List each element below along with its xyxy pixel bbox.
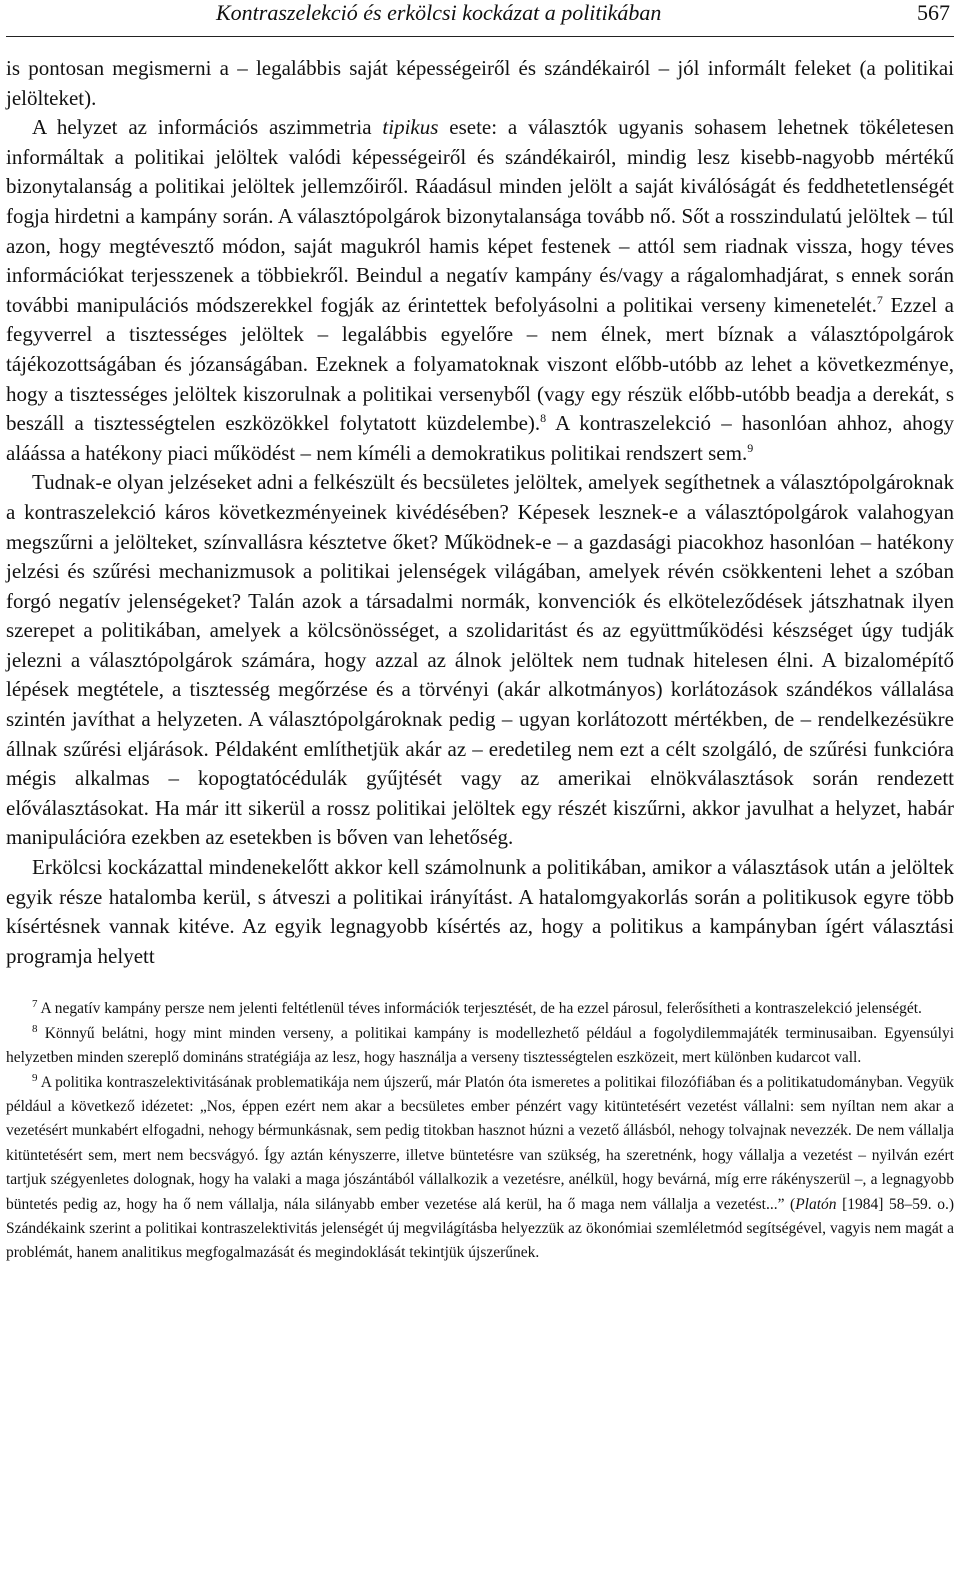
footnote-8 <box>6 1022 954 1071</box>
emphasis-platon: Platón <box>795 1195 837 1213</box>
page-number: 567 <box>917 0 950 25</box>
paragraph-1 <box>6 54 954 113</box>
footnote-ref-9[interactable]: 9 <box>747 440 754 455</box>
paragraph-3-text: Tudnak-e olyan jelzéseket adni a felkészült és becsületes jelöltek, amelyek segíthetnek a választópolgároknak a kontraszelekció káros következményeinek kivédésében? Képesek lesznek-e a választópolgárok valahogyan megszűrni a jelölteket, színvallásra késztetve őket? Működnek-e – a gazdasági piacokhoz hasonlóan – hatékony jelzési és szűrési mechanizmusok a politikai jelenségek világában, amelyek révén csökkenteni lehet a szóban forgó negatív jelenségeket? Talán azok a társadalmi normák, konvenciók és elköteleződések játszhatnak ilyen szerepet a politikában, amelyek a kölcsönösséget, a szolidaritást és az együttműködési készséget úgy tudják jelezni a választópolgárok számára, hogy azzal az álnok jelöltek nem tudnak hitelesen élni. A bizalomépítő lépések megtétele, a tisztesség megőrzése és a törvényi (akár alkotmányos) korlátozások szándékos vállalása szintén javíthat a helyzeten. A választópolgároknak pedig – ugyan korlátozott mértékben, de – rendelkezésükre állnak szűrési eljárások. Példaként említhetjük akár az – eredetileg nem ezt a célt szolgáló, de szűrési funkcióra mégis alkalmas – kopogtatócédulák gyűjtését vagy az amerikai elnökválasztások során rendezett előválasztásokat. Ha már itt sikerül a rossz politikai jelöltek egy részét kiszűrni, akkor javulhat a helyzet, habár manipulációra ezekben az esetekben is bőven van lehetőség. <box>6 470 954 850</box>
footnote-7 <box>6 997 954 1021</box>
footnote-7-number: 7 <box>32 998 38 1011</box>
running-title: Kontraszelekció és erkölcsi kockázat a politikában <box>216 0 662 25</box>
footnote-8-number: 8 <box>32 1022 38 1035</box>
paragraph-2-text-c: Ezzel a fegyverrel a tisztességes jelöltek – legalábbis egyelőre – nem élnek, mert bíznak a választópolgárok tájékozottságában és józanságában. Ezeknek a folyamatoknak viszont előbb-utóbb az lehet a következménye, hogy a tisztességes jelöltek kiszorulnak a politikai versenyből (vagy egy részük előbb-utóbb beadja a derekát, s beszáll a tisztességtelen eszközökkel folytatott küzdelembe). <box>6 292 954 436</box>
footnote-9-number: 9 <box>32 1071 38 1084</box>
paragraph-3 <box>6 468 954 853</box>
main-text <box>6 54 954 971</box>
paragraph-2 <box>6 113 954 468</box>
footnote-ref-7[interactable]: 7 <box>876 292 883 307</box>
paragraph-1-text: is pontosan megismerni a – legalábbis saját képességeiről és szándékairól – jól informált feleket (a politikai jelölteket). <box>6 56 954 110</box>
footnotes <box>6 997 954 1265</box>
paragraph-2-text-a: A helyzet az információs aszimmetria <box>32 115 383 140</box>
paragraph-4 <box>6 853 954 971</box>
footnote-9 <box>6 1071 954 1266</box>
paragraph-2-text-d: A kontraszelekció – hasonlóan ahhoz, ahogy aláássa a hatékony piaci működést – nem kíméli a demokratikus politikai rendszert sem. <box>6 411 955 465</box>
footnote-ref-8[interactable]: 8 <box>540 411 547 426</box>
paragraph-4-text: Erkölcsi kockázattal mindenekelőtt akkor kell számolnunk a politikában, amikor a választások után a jelöltek egyik része hatalomba kerül, s átveszi a politikai irányítást. A hatalomgyakorlás során a politikusok egyre több kísértésnek vannak kitéve. Az egyik legnagyobb kísértés az, hogy a politikus a kampányban ígért választási programja helyett <box>6 855 954 968</box>
footnote-9-text-a: A politika kontraszelektivitásának problematikája nem újszerű, már Platón óta ismeretes a politikai filozófiában és a politikatudományban. Vegyük például a következő idézetet: „Nos, éppen ezért nem akar a becsületes ember pénzért vagy kitüntetésért vezetést vállalni: sem nyíltan nem akar a vezetésért munkabért elfogadni, nehogy bérmunkásnak, sem pedig titokban hasznot húzni a vezető állásból, nehogy tolvajnak nevezzék. De nem vállalja kitüntetésért sem, mert nem becsvágyó. Így aztán kényszerre, illetve büntetésre van szükség, ha szeretnénk, hogy vállalja a vezetést – nyilván ezért tartjuk szégyenletes dolognak, hogy ha valaki a maga jószántából vállalkozik a vezetésre, anélkül, hogy bevárná, míg erre rákényszerül –, a legnagyobb büntetés pedig az, hogy ha ő nem vállalja, nála silányabb ember vezetése alá kerül, ha ő maga nem vállalja a vezetést...” ( <box>6 1073 954 1213</box>
footnote-9-text-b: [1984] 58–59. o.) Szándékaink szerint a politikai kontraszelektivitás jelenségét új megvilágításba helyezzük az ökonómiai szemléletmód segítségével, vagyis nem magát a problémát, hanem analitikus megfogalmazását és megindoklását tekintjük újszerűnek. <box>6 1195 954 1262</box>
footnote-8-text: Könnyű belátni, hogy mint minden verseny, a politikai kampány is modellezhető például a fogolydilemmajáték terminusaiban. Egyensúlyi helyzetben minden szereplő domináns stratégiája az lesz, hogy használja a verseny tisztességtelen eszközeit, mert különben kudarcot vall. <box>6 1024 954 1067</box>
paragraph-2-text-b: esete: a választók ugyanis sohasem lehetnek tökéletesen informáltak a politikai jelöltek valódi képességeiről és szándékairól, mindig lesz kisebb-nagyobb mértékű bizonytalanság a politikai jelöltek jellemzőiről. Ráadásul minden jelölt a saját kiválóságát és feddhetetlenségét fogja hirdetni a kampány során. A választópolgárok bizonytalansága tovább nő. Sőt a rosszindulatú jelöltek – túl azon, hogy megtévesztő módon, saját magukról hamis képet festenek – attól sem riadnak vissza, hogy téves információkat terjesszenek a többiekről. Beindul a negatív kampány és/vagy a rágalomhadjárat, s ennek során további manipulációs módszerekkel fogják az érintettek befolyásolni a politikai verseny kimenetelét. <box>6 115 954 317</box>
emphasis-tipikus: tipikus <box>382 115 439 140</box>
footnote-7-text: A negatív kampány persze nem jelenti feltétlenül téves információk terjesztését, de ha ezzel párosul, felerősítheti a kontraszelekció jelenségét. <box>37 1000 922 1018</box>
running-header <box>6 0 954 37</box>
